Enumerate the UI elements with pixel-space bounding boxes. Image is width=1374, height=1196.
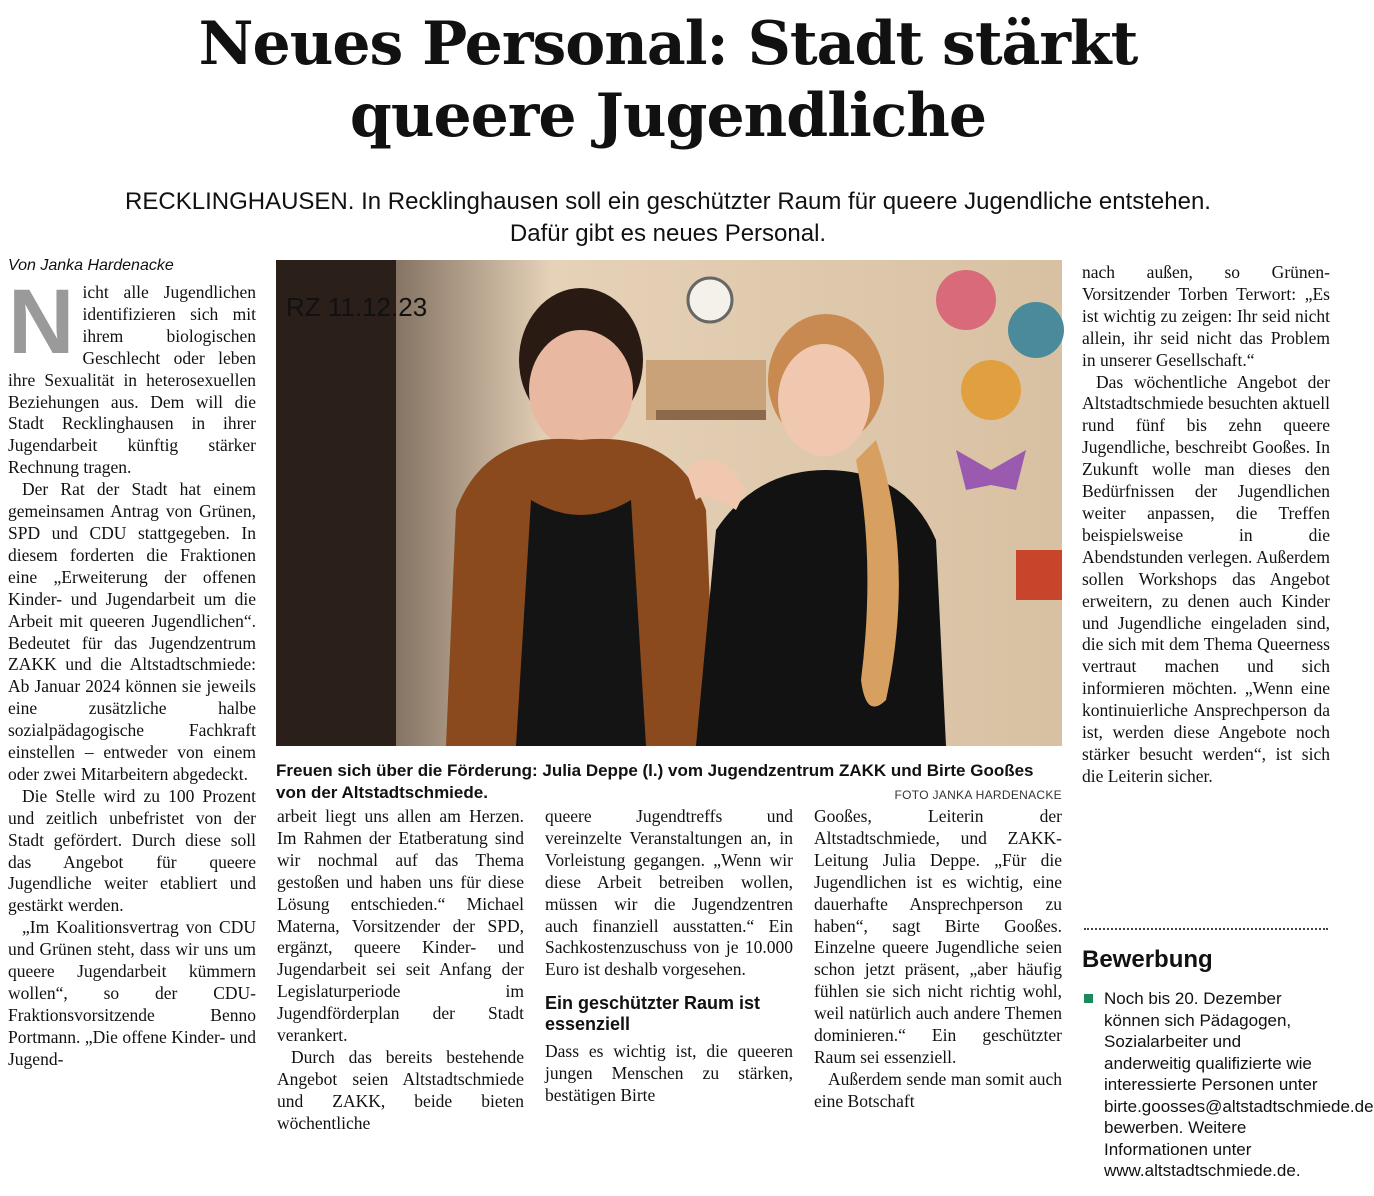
lead-text	[0, 186, 1336, 250]
paragraph: „Im Koalitionsvertrag von CDU und Grünen steht, dass wir uns um queere Jugendarbeit kümmern wollen“, so der CDU-Fraktionsvorsitzende Benno Portmann. „Die offene Kinder- und Jugend-	[8, 917, 256, 1069]
infobox-title: Bewerbung	[1082, 946, 1213, 973]
article-column-4	[814, 806, 1062, 1113]
infobox-text: Noch bis 20. Dezember können sich Pädagogen, Sozialarbeiter und anderweitig qualifizierte wie interessierte Personen unter birte.goosses@altstadtschmiede.de bewerben. Weitere Informationen unter www.altstadtschmiede.de.	[1104, 989, 1374, 1180]
paragraph: queere Jugendtreffs und vereinzelte Veranstaltungen an, in Vorleistung gegangen. „Wenn wir diese Arbeit betreiben wollen, müssen wir die Jugendzentren auch finanziell ausstatten.“ Ein Sachkostenzuschuss von je 10.000 Euro ist deshalb vorgesehen.	[545, 806, 793, 980]
byline: Von Janka Hardenacke	[8, 257, 174, 274]
caption-line-1: Freuen sich über die Förderung: Julia Deppe (l.) vom Jugendzentrum ZAKK und Birte Gooßes	[276, 761, 1034, 780]
caption-line-2: von der Altstadtschmiede.	[276, 783, 488, 802]
article-column-3	[545, 806, 793, 1107]
article-column-2	[277, 806, 524, 1135]
article-column-5	[1082, 262, 1330, 788]
paragraph: Die Stelle wird zu 100 Prozent und zeitlich unbefristet von der Stadt gefördert. Durch diese soll das Angebot für queere Jugendliche weiter etabliert und gestärkt werden.	[8, 785, 256, 916]
photo-date-stamp: RZ 11.12.23	[286, 292, 428, 322]
headline	[0, 8, 1336, 152]
dropcap: N	[8, 271, 75, 373]
lead-line-2: Dafür gibt es neues Personal.	[509, 220, 827, 247]
subheading: Ein geschützter Raum ist essenziell	[545, 993, 761, 1035]
paragraph: Das wöchentliche Angebot der Altstadtschmiede besuchten aktuell rund fünf bis zehn queere Jugendliche, beschreibt Gooßes. In Zukunft wolle man dieses den Bedürfnissen der Jugendlichen weiter anpassen, die Treffen beispielsweise in die Abendstunden verlegen. Außerdem sollen Workshops das Angebot erweitern, zu denen auch Kinder und Jugendliche eingeladen sind, die sich mit dem Thema Queerness vertraut machen und sich informieren möchten. „Wenn eine kontinuierliche Ansprechperson da ist, werden diese Angebote noch stärker besucht werden“, ist sich die Leiterin sicher.	[1082, 371, 1330, 786]
infobox	[1084, 988, 1374, 1182]
paragraph: Außerdem sende man somit auch eine Botschaft	[814, 1068, 1062, 1111]
paragraph: nach außen, so Grünen-Vorsitzender Torben Terwort: „Es ist wichtig zu zeigen: Ihr seid nicht allein, ihr seid nicht das Problem in unserer Gesellschaft.“	[1082, 262, 1330, 370]
paragraph: Gooßes, Leiterin der Altstadtschmiede, und ZAKK-Leitung Julia Deppe. „Für die Jugendlichen ist es wichtig, eine dauerhafte Ansprechperson zu haben“, sagt Birte Gooßes. Einzelne queere Jugendliche seien schon jetzt präsent, „aber häufig fühlen sie sich nicht richtig wohl, weil natürlich auch andere Themen dominieren.“ Ein geschützter Raum sei essenziell.	[814, 806, 1062, 1067]
photo-credit: FOTO JANKA HARDENACKE	[894, 788, 1062, 802]
paragraph: arbeit liegt uns allen am Herzen. Im Rahmen der Etatberatung sind wir nochmal auf das Thema gestoßen und haben uns für diese Lösung entschieden.“ Michael Materna, Vorsitzender der SPD, ergänzt, queere Kinder- und Jugendarbeit sei seit Anfang der Legislaturperiode im Jugendförderplan der Stadt verankert.	[277, 806, 524, 1046]
headline-line-1: Neues Personal: Stadt stärkt	[198, 9, 1138, 79]
clock-icon	[688, 278, 732, 322]
article-photo	[276, 260, 1062, 746]
paragraph: Der Rat der Stadt hat einem gemeinsamen Antrag von Grünen, SPD und CDU stattgegeben. In diesem forderten die Fraktionen eine „Erweiterung der offenen Kinder- und Jugendarbeit um die Arbeit mit queeren Jugendlichen“. Bedeutet für das Jugendzentrum ZAKK und die Altstadtschmiede: Ab Januar 2024 können sie jeweils eine zusätzliche halbe sozialpädagogische Fachkraft einstellen – entweder von einem oder zwei Mitarbeitern abgedeckt.	[8, 479, 256, 784]
article-column-1	[8, 271, 256, 1071]
lead-line-1: RECKLINGHAUSEN. In Recklinghausen soll ein geschützter Raum für queere Jugendliche entstehen.	[125, 188, 1211, 215]
paragraph: Nicht alle Jugendlichen identifizieren sich mit ihrem biologischen Geschlecht oder leben ihre Sexualität in heterosexuellen Beziehungen aus. Dem will die Stadt Recklinghausen in ihrer Jugendarbeit künftig stärker Rechnung tragen.	[8, 271, 256, 478]
headline-line-2: queere Jugendliche	[349, 81, 987, 151]
paragraph: Durch das bereits bestehende Angebot seien Altstadtschmiede und ZAKK, beide bieten wöchentliche	[277, 1046, 524, 1133]
divider	[1084, 928, 1328, 930]
square-bullet-icon	[1084, 994, 1093, 1003]
paragraph: Dass es wichtig ist, die queeren jungen Menschen zu stärken, bestätigen Birte	[545, 1041, 793, 1106]
photo-illustration	[276, 260, 1062, 746]
